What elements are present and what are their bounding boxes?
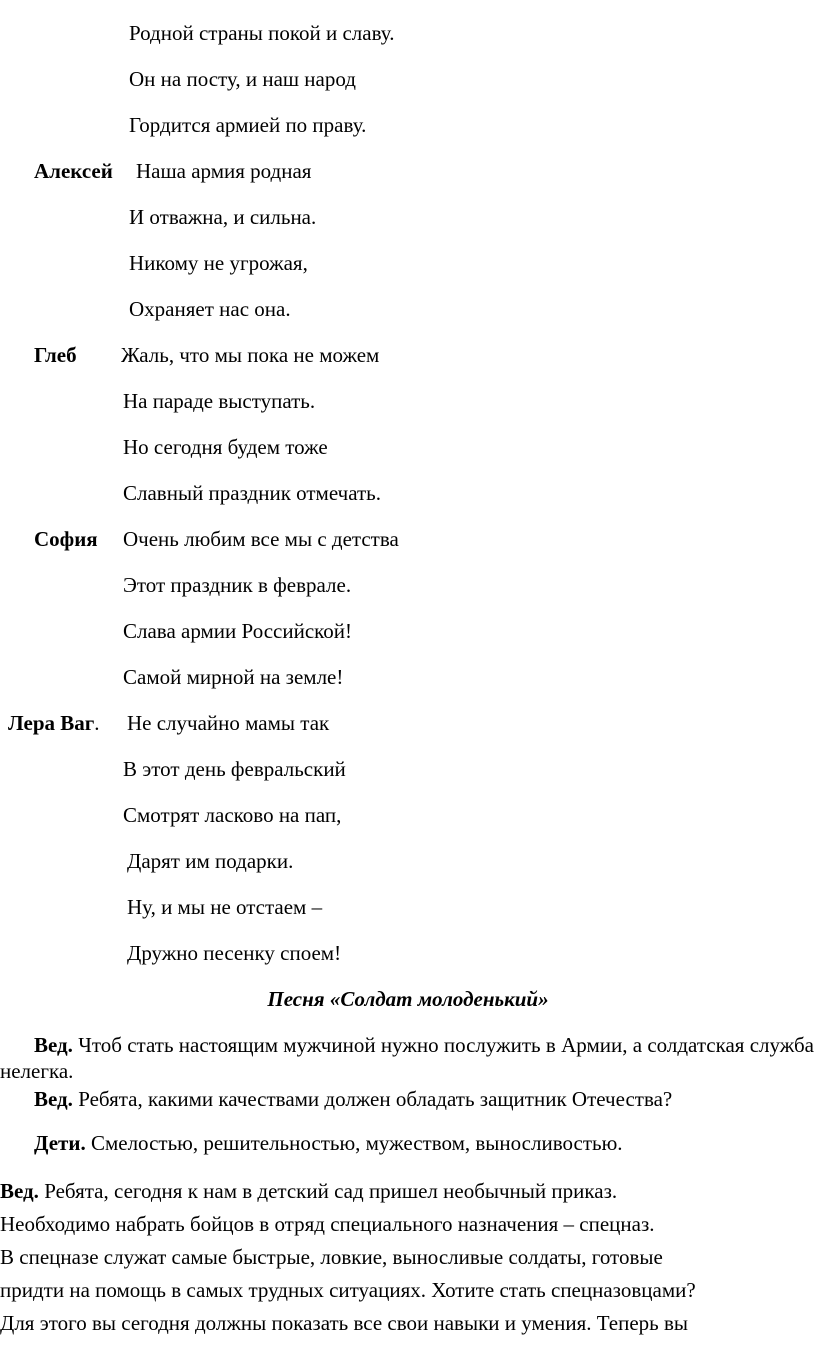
- poem-line: Но сегодня будем тоже: [123, 435, 328, 459]
- speaker-name: София: [34, 527, 98, 551]
- speaker-name: Дети.: [34, 1131, 86, 1155]
- text-line: Для этого вы сегодня должны показать все свои навыки и умения. Теперь вы: [0, 1311, 688, 1335]
- speaker-name: Вед.: [34, 1033, 73, 1057]
- poem-line: Смотрят ласково на пап,: [123, 803, 342, 827]
- text-line: В спецназе служат самые быстрые, ловкие, выносливые солдаты, готовые: [0, 1245, 663, 1269]
- dialog-text: Смелостью, решительностью, мужеством, выносливостью.: [90, 1131, 623, 1155]
- poem-line: Охраняет нас она.: [129, 297, 291, 321]
- dialog-paragraph: [34, 1130, 623, 1156]
- speaker-name: Вед.: [34, 1087, 73, 1111]
- poem-line: Ну, и мы не отстаем –: [127, 895, 323, 919]
- poem-line: Не случайно мамы так: [127, 711, 330, 735]
- speaker-suffix: .: [94, 711, 100, 735]
- poem-line: Он на посту, и наш народ: [129, 67, 356, 91]
- dialog-text: Чтоб стать настоящим мужчиной нужно послужить в Армии, а солдатская служба нелегка.: [0, 1033, 814, 1083]
- speaker-name: Лера Ваг: [8, 711, 95, 735]
- speaker-name: Вед.: [0, 1179, 39, 1203]
- text-line: Вед. Ребята, сегодня к нам в детский сад пришел необычный приказ.: [0, 1179, 618, 1203]
- poem-line: Дарят им подарки.: [127, 849, 294, 873]
- poem-line: Никому не угрожая,: [129, 251, 308, 275]
- text-line: Необходимо набрать бойцов в отряд специального назначения – спецназ.: [0, 1212, 655, 1236]
- poem-line: Родной страны покой и славу.: [129, 21, 395, 45]
- poem-line: В этот день февральский: [123, 757, 346, 781]
- poem-line: Дружно песенку споем!: [127, 941, 342, 965]
- speaker-name: Алексей: [34, 159, 113, 183]
- poem-line: Этот праздник в феврале.: [123, 573, 352, 597]
- speaker-name: Глеб: [34, 343, 77, 367]
- dialog-paragraph: [34, 1086, 672, 1112]
- poem-line: Жаль, что мы пока не можем: [121, 343, 380, 367]
- poem-line: Очень любим все мы с детства: [123, 527, 399, 551]
- dialog-paragraph: [0, 1032, 814, 1084]
- dialog-text: Ребята, какими качествами должен обладать защитник Отечества?: [78, 1087, 673, 1111]
- poem-line: Гордится армией по праву.: [129, 113, 367, 137]
- poem-line: И отважна, и сильна.: [129, 205, 317, 229]
- poem-line: Слава армии Российской!: [123, 619, 353, 643]
- speaker-entry: [8, 710, 100, 736]
- text-line: придти на помощь в самых трудных ситуациях. Хотите стать спецназовцами?: [0, 1278, 696, 1302]
- song-title: Песня «Солдат молоденький»: [267, 987, 549, 1011]
- poem-line: Славный праздник отмечать.: [123, 481, 381, 505]
- poem-line: Самой мирной на земле!: [123, 665, 344, 689]
- poem-line: Наша армия родная: [136, 159, 312, 183]
- poem-line: На параде выступать.: [123, 389, 316, 413]
